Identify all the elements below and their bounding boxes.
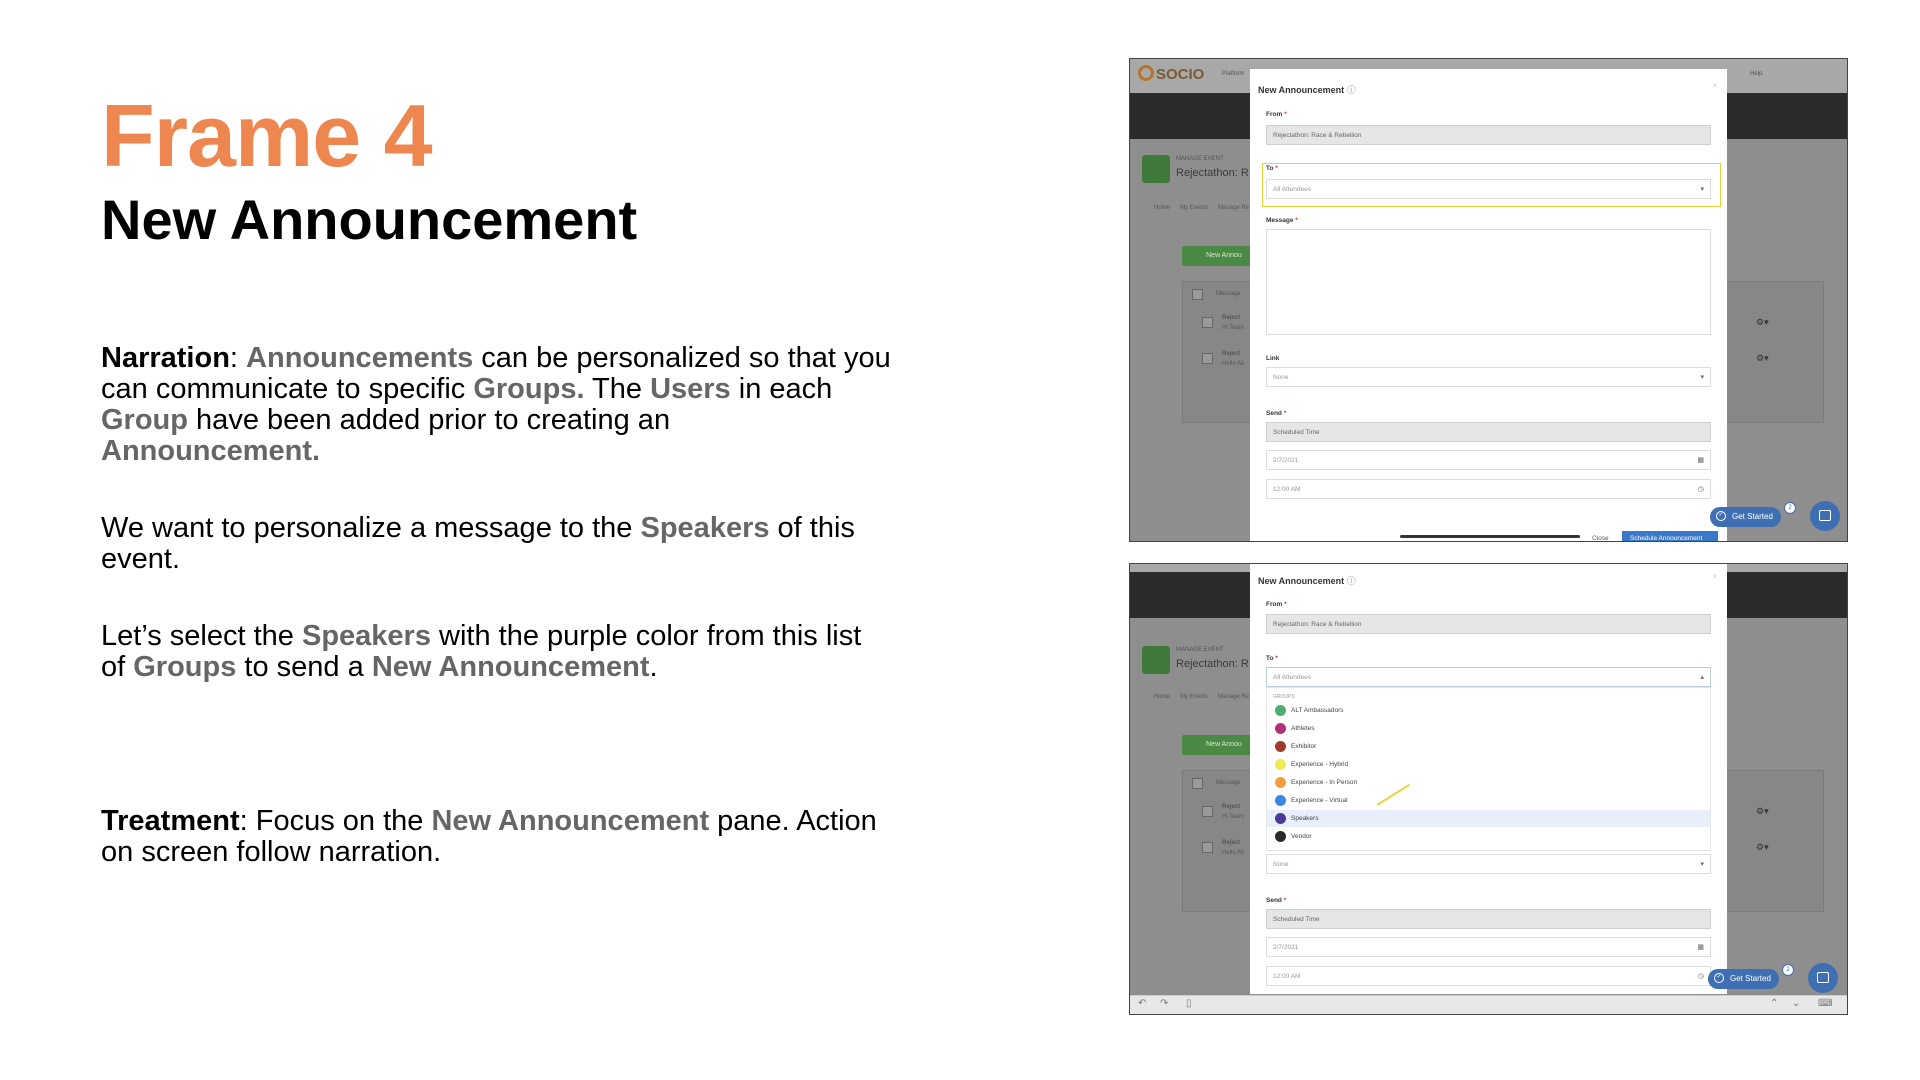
narration-paragraph: Narration: Announcements can be personalized so that you can communicate to specific Groups. The Users in each Group have been added prior to creating an Announcement. [101, 342, 891, 467]
close-icon[interactable]: × [1712, 572, 1717, 581]
keyboard-icon[interactable]: ⌨ [1818, 998, 1833, 1009]
slide-subtitle: New Announcement [101, 188, 638, 251]
calendar-icon: ▦ [1697, 457, 1704, 464]
message-textarea[interactable] [1266, 229, 1711, 335]
date-input[interactable]: 2/7/2021 ▦ [1266, 937, 1711, 957]
gear-icon[interactable]: ⚙▾ [1756, 353, 1769, 363]
color-dot-icon [1275, 795, 1286, 806]
time-input[interactable]: 12:00 AM ◷ [1266, 966, 1711, 986]
gear-icon[interactable]: ⚙▾ [1756, 842, 1769, 852]
notification-badge: 2 [1782, 964, 1794, 976]
link-select[interactable]: None ▾ [1266, 854, 1711, 874]
calendar-icon: ▦ [1697, 944, 1704, 951]
row-checkbox[interactable] [1202, 806, 1213, 817]
chat-icon[interactable] [1808, 963, 1838, 993]
group-option[interactable]: Exhibitor [1267, 738, 1710, 755]
groups-dropdown [1266, 687, 1711, 851]
to-select[interactable]: All Attendees ▴ [1266, 667, 1711, 687]
new-announcement-modal: New Announcement ⓘ × From * Rejectathon: Race & Rebellion To * All Attendees ▴ GROUPS ALT Ambassadors Athletes Exhibitor Experience - Hybrid Experience - In Person Experience - Virtual Speakers Vendor None ▾ Send * Scheduled Time 2/7/2021 ▦ 12:00 AM ◷ [1250, 564, 1727, 994]
group-option[interactable]: Speakers [1267, 810, 1710, 827]
time-input[interactable]: 12:00 AM ◷ [1266, 479, 1711, 499]
event-name: Rejectathon: R [1176, 658, 1249, 670]
redo-icon[interactable]: ↷ [1160, 998, 1169, 1009]
select-paragraph: Let’s select the Speakers with the purple color from this list of Groups to send a New Announcement. [101, 620, 862, 683]
undo-icon[interactable]: ↶ [1138, 998, 1147, 1009]
chat-icon[interactable] [1810, 501, 1840, 531]
browser-bottom-bar [1130, 995, 1847, 1014]
select-all-checkbox[interactable] [1192, 289, 1203, 300]
horizontal-scrollbar[interactable] [1400, 535, 1580, 538]
check-icon: ✓ [1714, 973, 1724, 983]
socio-logo: SOCIO [1138, 65, 1204, 83]
send-select[interactable]: Scheduled Time [1266, 422, 1711, 442]
check-icon: ✓ [1716, 511, 1726, 521]
modal-title: New Announcement ⓘ [1258, 85, 1356, 95]
group-option[interactable]: Athletes [1267, 720, 1710, 737]
speakers-paragraph: We want to personalize a message to the Speakers of this event. [101, 512, 855, 575]
get-started-button[interactable]: ✓ Get Started [1710, 507, 1781, 527]
close-icon[interactable]: × [1712, 81, 1717, 90]
notification-badge: 2 [1784, 502, 1796, 514]
info-icon: ⓘ [1346, 85, 1356, 95]
clock-icon: ◷ [1697, 486, 1704, 493]
event-icon [1142, 646, 1170, 674]
gear-icon[interactable]: ⚙▾ [1756, 806, 1769, 816]
app-topbar: SOCIO Platform Help [1130, 59, 1847, 93]
help-menu[interactable]: Help [1750, 71, 1763, 77]
screenshot-top: SOCIO Platform Help MANAGE EVENT Rejectathon: R Home My Events Manage Re New Annou Message Reject Hi Team Reject Hello All ⚙▾ ⚙▾ New Announcement ⓘ × From * Rejectathon: Race & Rebellion To * All Attendees ▾ Message * Link None ▾ Send * Scheduled Time 2/7/2021 ▦ 12:00 AM ◷ Close Schedule Announcement ✓ Get Started 2 [1129, 58, 1848, 542]
color-dot-icon [1275, 741, 1286, 752]
from-field[interactable]: Rejectathon: Race & Rebellion [1266, 614, 1711, 634]
row-checkbox[interactable] [1202, 317, 1213, 328]
clipboard-icon[interactable]: ▯ [1186, 998, 1192, 1009]
color-dot-icon [1275, 705, 1286, 716]
event-icon [1142, 155, 1170, 183]
chevron-down-icon: ▾ [1700, 186, 1704, 193]
send-select[interactable]: Scheduled Time [1266, 909, 1711, 929]
groups-heading: GROUPS [1273, 694, 1295, 700]
info-icon: ⓘ [1346, 576, 1356, 586]
chevron-down-icon: ▾ [1700, 861, 1704, 868]
to-select[interactable]: All Attendees ▾ [1266, 179, 1711, 199]
get-started-button[interactable]: ✓ Get Started [1708, 969, 1779, 989]
date-input[interactable]: 2/7/2021 ▦ [1266, 450, 1711, 470]
treatment-label: Treatment [101, 805, 240, 837]
group-option[interactable]: Experience - In Person [1267, 774, 1710, 791]
close-button[interactable]: Close [1592, 535, 1609, 542]
group-option[interactable]: Experience - Hybrid [1267, 756, 1710, 773]
row-checkbox[interactable] [1202, 353, 1213, 364]
chevron-down-icon: ▾ [1700, 374, 1704, 381]
treatment-paragraph: Treatment: Focus on the New Announcement pane. Action on screen follow narration. [101, 805, 877, 868]
group-option[interactable]: Experience - Virtual [1267, 792, 1710, 809]
clock-icon: ◷ [1697, 973, 1704, 980]
narration-label: Narration [101, 342, 230, 374]
event-name: Rejectathon: R [1176, 167, 1249, 179]
chevron-up-icon: ▴ [1700, 674, 1704, 681]
link-select[interactable]: None ▾ [1266, 367, 1711, 387]
color-dot-icon [1275, 759, 1286, 770]
row-checkbox[interactable] [1202, 842, 1213, 853]
group-option[interactable]: Vendor [1267, 828, 1710, 845]
chevron-up-icon[interactable]: ⌃ [1770, 998, 1779, 1009]
new-announcement-button[interactable]: New Annou [1182, 735, 1256, 755]
color-dot-icon [1275, 723, 1286, 734]
color-dot-icon [1275, 813, 1286, 824]
color-dot-icon [1275, 831, 1286, 842]
color-dot-icon [1275, 777, 1286, 788]
new-announcement-modal: New Announcement ⓘ × From * Rejectathon: Race & Rebellion To * All Attendees ▾ Message * Link None ▾ Send * Scheduled Time 2/7/2021 ▦ 12:00 AM ◷ Close Schedule Announcement [1250, 69, 1727, 541]
screenshot-bottom: MANAGE EVENT Rejectathon: R Home My Events Manage Re New Annou Message Reject Hi Team Reject Hello All ⚙▾ ⚙▾ New Announcement ⓘ × From * Rejectathon: Race & Rebellion To * All Attendees ▴ GROUPS ALT Ambassadors Athletes Exhibitor Experience - Hybrid Experience - In Person Experience - Virtual Speakers Vendor None ▾ Send * Scheduled Time 2/7/2021 ▦ 12:00 AM ◷ ✓ Get Started 2 ↶ ↷ ▯ ⌃ ⌄ ⌨ [1129, 563, 1848, 1015]
frame-title: Frame 4 [101, 86, 432, 185]
new-announcement-button[interactable]: New Annou [1182, 246, 1256, 266]
chevron-down-icon[interactable]: ⌄ [1792, 998, 1801, 1009]
from-field[interactable]: Rejectathon: Race & Rebellion [1266, 125, 1711, 145]
modal-title: New Announcement ⓘ [1258, 576, 1356, 586]
select-all-checkbox[interactable] [1192, 778, 1203, 789]
group-option[interactable]: ALT Ambassadors [1267, 702, 1710, 719]
schedule-announcement-button[interactable]: Schedule Announcement [1622, 531, 1718, 542]
gear-icon[interactable]: ⚙▾ [1756, 317, 1769, 327]
